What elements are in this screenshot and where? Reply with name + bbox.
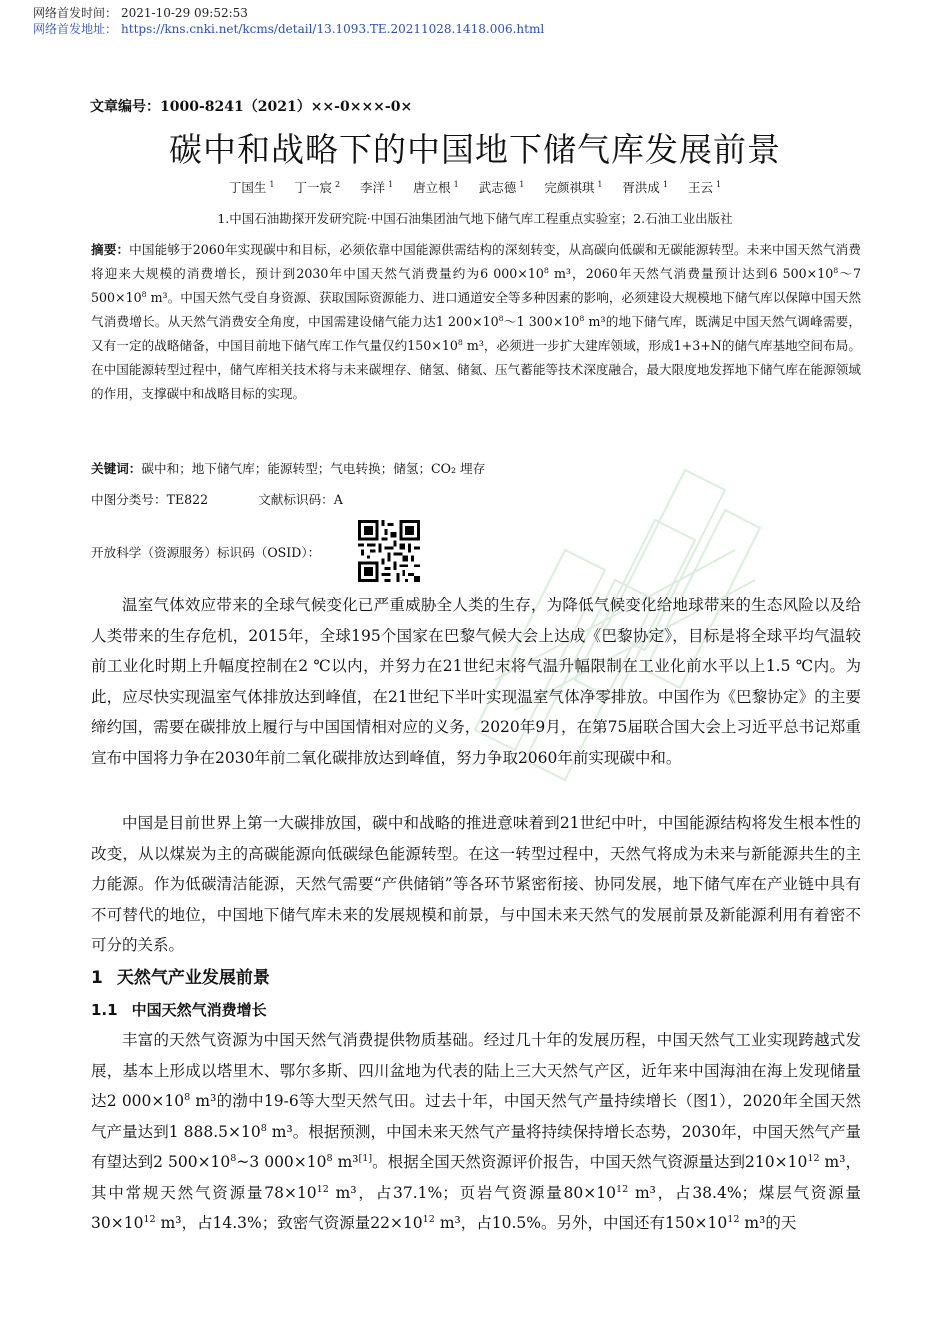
keywords: [91, 458, 485, 477]
citation-link[interactable]: [1]: [358, 1152, 373, 1164]
qr-code-icon[interactable]: [358, 520, 420, 582]
section-heading-1-1: 1.1 中国天然气消费增长: [91, 1001, 267, 1019]
author: 胥洪成 $^1$: [622, 179, 669, 195]
author-list: [0, 178, 950, 196]
publish-url-link[interactable]: https://kns.cnki.net/kcms/detail/13.1093.TE.20211028.1418.006.html: [121, 22, 545, 36]
author: 完颜祺琪 $^1$: [544, 179, 603, 195]
page-title: 碳中和战略下的中国地下储气库发展前景: [169, 130, 781, 169]
online-publish-time: [33, 4, 248, 21]
author: 武志德 $^1$: [478, 179, 525, 195]
online-publish-address: [33, 20, 544, 37]
keywords-label: 关键词：: [91, 461, 142, 476]
article-number: 文章编号：1000-8241（2021）××-0×××-0×: [90, 99, 413, 115]
body-paragraph-2: 中国是目前世界上第一大碳排放国，碳中和战略的推进意味着到21世纪中叶，中国能源结构将发生根本性的改变，从以煤炭为主的高碳能源向低碳绿色能源转型。在这一转型过程中，天然气将成为未来与新能源共生的主力能源。作为低碳清洁能源，天然气需要“产供储销”等各环节紧密衔接、协同发展，地下储气库在产业链中具有不可替代的地位，中国地下储气库未来的发展规模和前景，与中国未来天然气的发展前景及新能源利用有着密不可分的关系。: [91, 814, 861, 954]
document-code: 文献标识码：A: [258, 492, 343, 507]
author: 丁国生 $^1$: [228, 179, 275, 195]
author: 李洋 $^1$: [360, 179, 394, 195]
author: 丁一宸 $^2$: [294, 179, 341, 195]
classification-line: [91, 489, 343, 508]
author: 唐立根 $^1$: [413, 179, 459, 195]
section-heading-1: 1 天然气产业发展前景: [91, 968, 270, 988]
abstract-label: 摘要：: [91, 242, 130, 257]
publish-time-label: 网络首发时间：: [33, 6, 118, 20]
body-paragraph-3: 丰富的天然气资源为中国天然气消费提供物质基础。经过几十年的发展历程，中国天然气工业实现跨越式发展，基本上形成以塔里木、鄂尔多斯、四川盆地为代表的陆上三大天然气产区，近年来中国海油在海上发现储量达2 $000\times 10^8$ m³的渤中19-6等大型天然气田。过去十年，中国天然气产量持续增长（图1），2020年全国天然气产量达到1 $888.5\times 10^8$ m³。根据预测，中国未来天然气产量将持续保持增长态势，2030年，中国天然气产量有望达到2 $500\times 10^8\sim 3$ $000\times 10^8$ m³[1]。根据全国天然资源评价报告，中国天然气资源量达到$210\times 10^{12}$ m³，其中常规天然气资源量$78\times 10^{12}$ m³，占37.1%；页岩气资源量$80\times 10^{12}$ m³，占38.4%；煤层气资源量$30\times 10^{12}$ m³，占14.3%；致密气资源量$22\times 10^{12}$ m³，占10.5%。另外，中国还有$150\times 10^{12}$ m³的天: [91, 1031, 862, 1232]
abstract: 摘要：中国能够于2060年实现碳中和目标，必须依靠中国能源供需结构的深刻转变，从高碳向低碳和无碳能源转型。未来中国天然气消费将迎来大规模的消费增长，预计到2030年中国天然气消费量约为6 $000\times 10^8$ m³，2060年天然气消费量预计达到6 $500\times 10^8\sim 7$ $500\times 10^8$ m³。中国天然气受自身资源、获取国际资源能力、进口通道安全等多种因素的影响，必须建设大规模地下储气库以保障中国天然气消费增长。从天然气消费安全角度，中国需建设储气能力达1 $200\times 10^8\sim 1$ $300\times 10^8$ m³的地下储气库，既满足中国天然气调峰需要，又有一定的战略储备，中国目前地下储气库工作气量仅约$150\times 10^8$ m³，必须进一步扩大建库领域，形成1+3+N的储气库基地空间布局。在中国能源转型过程中，储气库相关技术将与未来碳埋存、储氢、储氦、压气蓄能等技术深度融合，最大限度地发挥地下储气库在能源领域的作用，支撑碳中和战略目标的实现。: [91, 242, 861, 401]
publish-time-value: 2021-10-29 09:52:53: [121, 6, 248, 20]
publish-url-label: 网络首发地址：: [33, 22, 118, 36]
clc-number: 中图分类号：TE822: [91, 492, 209, 507]
affiliations: 1.中国石油勘探开发研究院·中国石油集团油气地下储气库工程重点实验室；2.石油工业出版社: [217, 211, 733, 226]
keywords-value: 碳中和；地下储气库；能源转型；气电转换；储氢；CO₂ 埋存: [141, 461, 486, 476]
author: 王云 $^1$: [688, 179, 722, 195]
osid-label: 开放科学（资源服务）标识码（OSID）：: [91, 545, 321, 560]
body-paragraph-1: 温室气体效应带来的全球气候变化已严重威胁全人类的生存，为降低气候变化给地球带来的生态风险以及给人类带来的生存危机，2015年，全球195个国家在巴黎气候大会上达成《巴黎协定》，目标是将全球平均气温较前工业化时期上升幅度控制在2 ℃以内，并努力在21世纪末将气温升幅限制在工业化前水平以上1.5 ℃内。为此，应尽快实现温室气体排放达到峰值，在21世纪下半叶实现温室气体净零排放。中国作为《巴黎协定》的主要缔约国，需要在碳排放上履行与中国国情相对应的义务，2020年9月，在第75届联合国大会上习近平总书记郑重宣布中国将力争在2030年前二氧化碳排放达到峰值，努力争取2060年前实现碳中和。: [91, 596, 861, 767]
